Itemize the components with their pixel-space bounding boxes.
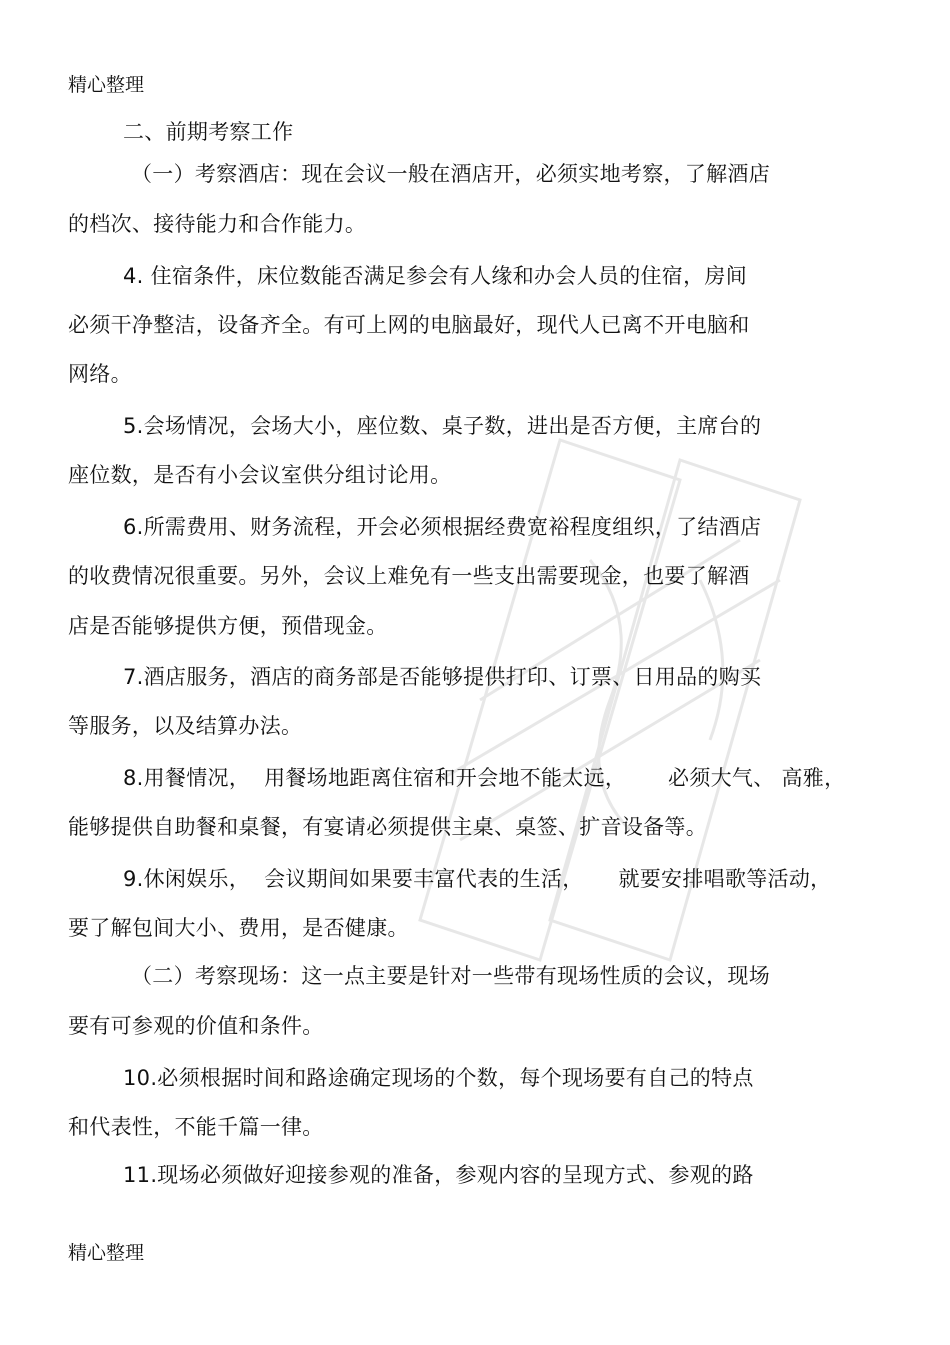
text-line: 5.会场情况，会场大小，座位数、桌子数，进出是否方便，主席台的: [123, 414, 762, 438]
text-line: （二）考察现场：这一点主要是针对一些带有现场性质的会议，现场: [131, 964, 770, 988]
text-line: 10.必须根据时间和路途确定现场的个数，每个现场要有自己的特点: [123, 1066, 754, 1090]
text-line: 网络。: [68, 362, 132, 386]
text-line: 要了解包间大小、费用，是否健康。: [68, 916, 409, 940]
text-line: 7.酒店服务，酒店的商务部是否能够提供打印、订票、日用品的购买: [123, 665, 762, 689]
text-line: 等服务，以及结算办法。: [68, 714, 303, 738]
page-header: 精心整理: [68, 74, 145, 96]
text-line: 能够提供自助餐和桌餐，有宴请必须提供主桌、桌签、扩音设备等。: [68, 815, 707, 839]
text-line: 必须干净整洁，设备齐全。有可上网的电脑最好，现代人已离不开电脑和: [68, 313, 750, 337]
text-line: （一）考察酒店：现在会议一般在酒店开，必须实地考察，了解酒店: [131, 162, 770, 186]
text-line: 11.现场必须做好迎接参观的准备，参观内容的呈现方式、参观的路: [123, 1163, 754, 1187]
text-line: 6.所需费用、财务流程，开会必须根据经费宽裕程度组织，了结酒店: [123, 515, 762, 539]
text-line: 座位数，是否有小会议室供分组讨论用。: [68, 463, 452, 487]
text-line: 二、前期考察工作: [123, 120, 294, 144]
text-line: 的收费情况很重要。另外，会议上难免有一些支出需要现金，也要了解酒: [68, 564, 750, 588]
text-line: 8.用餐情况， 用餐场地距离住宿和开会地不能太远， 必须大气、 高雅，: [123, 766, 846, 790]
page-footer: 精心整理: [68, 1242, 145, 1264]
text-line: 店是否能够提供方便，预借现金。: [68, 614, 388, 638]
text-line: 的档次、接待能力和合作能力。: [68, 212, 367, 236]
text-line: 要有可参观的价值和条件。: [68, 1014, 324, 1038]
text-line: 和代表性，不能千篇一律。: [68, 1115, 324, 1139]
text-line: 4. 住宿条件，床位数能否满足参会有人缘和办会人员的住宿，房间: [123, 264, 748, 288]
text-line: 9.休闲娱乐， 会议期间如果要丰富代表的生活， 就要安排唱歌等活动，: [123, 867, 832, 891]
